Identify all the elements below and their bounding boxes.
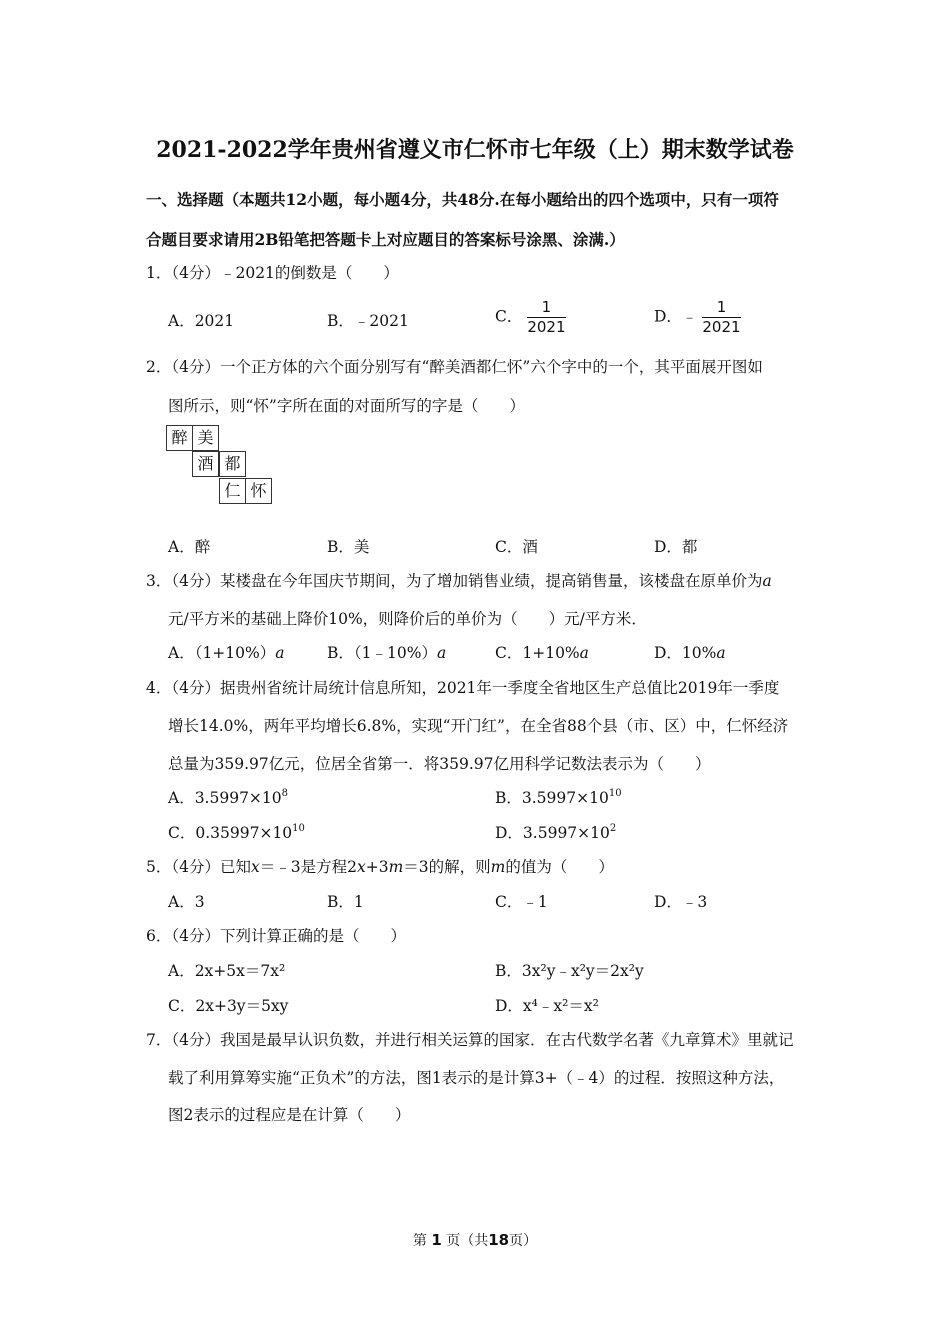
question-3-line1 bbox=[146, 569, 772, 591]
q5-part: ＝﹣3是方程2 bbox=[259, 858, 357, 876]
q5-option-d: D．﹣3 bbox=[654, 893, 708, 911]
q1-c-numerator: 1 bbox=[527, 299, 565, 318]
q4-a-exponent: 8 bbox=[281, 788, 289, 799]
net-cell: 醉 bbox=[166, 425, 193, 451]
q1-option-c-fraction bbox=[527, 299, 565, 336]
q4-option-a bbox=[168, 786, 288, 808]
q5-option-c: C．﹣1 bbox=[495, 893, 548, 911]
q5-part: ＝3的解，则 bbox=[403, 858, 491, 876]
q5-option-b: B．1 bbox=[327, 893, 364, 911]
q6-option-d: D．x⁴﹣x²＝x² bbox=[495, 997, 599, 1015]
question-7-line3: 图2表示的过程应是在计算（ ） bbox=[168, 1106, 411, 1124]
question-2-line1: 2．（4分）一个正方体的六个面分别写有“醉美酒都仁怀”六个字中的一个，其平面展开图如 bbox=[146, 358, 763, 376]
q3-d-text: D．10% bbox=[654, 644, 717, 662]
net-cell: 美 bbox=[192, 425, 219, 451]
q1-option-d bbox=[654, 299, 741, 336]
footer-prefix: 第 bbox=[412, 1233, 427, 1249]
q3-line1-text: 3．（4分）某楼盘在今年国庆节期间，为了增加销售业绩，提高销售量，该楼盘在原单价为 bbox=[146, 572, 763, 590]
q3-option-c bbox=[495, 641, 589, 663]
q3-variable: a bbox=[762, 572, 772, 590]
q1-option-d-fraction bbox=[702, 299, 740, 336]
section-heading-line2: 合题目要求请用2B铅笔把答题卡上对应题目的答案标号涂黑、涂满.） bbox=[146, 230, 625, 249]
footer-suffix: 页） bbox=[509, 1233, 538, 1249]
page-footer bbox=[0, 1230, 950, 1250]
q2-option-c: C．酒 bbox=[495, 538, 538, 556]
net-cell: 都 bbox=[219, 451, 246, 477]
q1-c-denominator: 2021 bbox=[527, 318, 566, 336]
net-cell: 酒 bbox=[192, 451, 219, 477]
q1-option-c bbox=[495, 299, 566, 336]
footer-page-number: 1 bbox=[431, 1231, 442, 1249]
q3-a-var: a bbox=[275, 644, 285, 662]
q2-option-d: D．都 bbox=[654, 538, 698, 556]
q3-option-d bbox=[654, 641, 726, 663]
footer-middle: 页（共 bbox=[446, 1233, 489, 1249]
q4-c-exponent: 10 bbox=[292, 823, 305, 834]
question-2-line2: 图所示，则“怀”字所在面的对面所写的字是（ ） bbox=[168, 397, 525, 415]
question-1-stem: 1．（4分）﹣2021的倒数是（ ） bbox=[146, 264, 399, 282]
question-4-line3: 总量为359.97亿元，位居全省第一．将359.97亿用科学记数法表示为（ ） bbox=[168, 755, 711, 773]
q1-d-numerator: 1 bbox=[702, 299, 740, 318]
q3-c-var: a bbox=[579, 644, 589, 662]
q4-option-d bbox=[495, 821, 616, 843]
question-6-stem: 6．（4分）下列计算正确的是（ ） bbox=[146, 927, 406, 945]
q3-b-var: a bbox=[436, 644, 447, 662]
q1-option-d-label: D．﹣ bbox=[654, 307, 698, 326]
question-4-line2: 增长14.0%，两年平均增长6.8%，实现“开门红”，在全省88个县（市、区）中，仁怀经济 bbox=[168, 717, 789, 735]
q4-option-c bbox=[168, 821, 305, 843]
net-cell: 仁 bbox=[219, 478, 246, 504]
q3-option-a bbox=[168, 641, 285, 663]
question-7-line1: 7．（4分）我国是最早认识负数，并进行相关运算的国家．在古代数学名著《九章算术》里就记 bbox=[146, 1031, 794, 1049]
q3-d-var: a bbox=[716, 644, 726, 662]
q4-option-b bbox=[495, 786, 622, 808]
section-heading-line1: 一、选择题（本题共12小题，每小题4分，共48分.在每小题给出的四个选项中，只有一项符 bbox=[146, 190, 779, 209]
footer-total-pages: 18 bbox=[488, 1231, 510, 1249]
q6-option-c: C．2x+3y＝5xy bbox=[168, 997, 289, 1015]
question-4-line1: 4．（4分）据贵州省统计局统计信息所知，2021年一季度全省地区生产总值比2019年一季度 bbox=[146, 679, 780, 697]
q1-option-a: A．2021 bbox=[168, 312, 235, 330]
q5-part: 的值为（ ） bbox=[505, 858, 614, 876]
q2-option-a: A．醉 bbox=[168, 538, 211, 556]
q1-d-denominator: 2021 bbox=[702, 318, 741, 336]
q5-var-m: m bbox=[388, 858, 404, 876]
q1-option-c-label: C． bbox=[495, 307, 523, 326]
q3-option-b bbox=[327, 641, 446, 663]
q4-b-text: B．3.5997×10 bbox=[495, 789, 609, 807]
q3-c-text: C．1+10% bbox=[495, 644, 580, 662]
q5-var-m: m bbox=[490, 858, 506, 876]
question-7-line2: 载了利用算筹实施“正负术”的方法，图1表示的是计算3+（﹣4）的过程．按照这种方法， bbox=[168, 1069, 785, 1087]
page-title: 2021-2022学年贵州省遵义市仁怀市七年级（上）期末数学试卷 bbox=[156, 137, 794, 163]
q4-a-text: A．3.5997×10 bbox=[168, 789, 282, 807]
q4-b-exponent: 10 bbox=[608, 788, 622, 799]
q3-a-text: A．（1+10%） bbox=[168, 644, 276, 662]
q5-var-x: x bbox=[250, 858, 260, 876]
q4-c-text: C．0.35997×10 bbox=[168, 824, 293, 842]
q3-b-text: B．（1﹣10%） bbox=[327, 644, 437, 662]
q5-part: +3 bbox=[365, 858, 389, 876]
net-cell: 怀 bbox=[245, 478, 272, 504]
q2-option-b: B．美 bbox=[327, 538, 370, 556]
q4-d-exponent: 2 bbox=[609, 823, 617, 834]
question-3-line2: 元/平方米的基础上降价10%，则降价后的单价为（ ）元/平方米． bbox=[168, 610, 647, 628]
q5-var-x: x bbox=[356, 858, 366, 876]
q5-option-a: A．3 bbox=[168, 893, 205, 911]
q4-d-text: D．3.5997×10 bbox=[495, 824, 610, 842]
q1-option-b: B．﹣2021 bbox=[327, 312, 409, 330]
q6-option-b: B．3x²y﹣x²y＝2x²y bbox=[495, 962, 644, 980]
q5-part: 5．（4分）已知 bbox=[146, 858, 251, 876]
question-5-stem bbox=[146, 855, 614, 877]
q6-option-a: A．2x+5x＝7x² bbox=[168, 962, 286, 980]
